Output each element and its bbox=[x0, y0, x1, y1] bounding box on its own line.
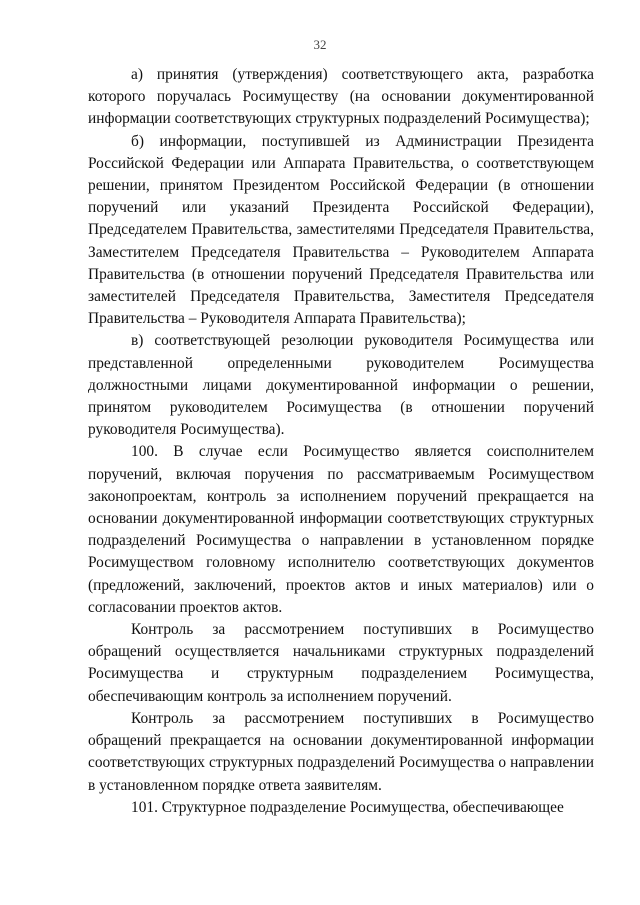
page-number: 32 bbox=[313, 37, 327, 52]
paragraph-101: 101. Структурное подразделение Росимущества, обеспечивающее bbox=[131, 798, 564, 816]
document-body bbox=[88, 64, 594, 819]
paragraph-a: а) принятия (утверждения) соответствующего акта, разработка которого поручалась Росимуществу (на основании документированной информации соответствующих структурных подразделений Росимущества); bbox=[88, 66, 594, 128]
paragraph-b: б) информации, поступившей из Администрации Президента Российской Федерации или Аппарата Правительства, о соответствующем решении, принятом Президентом Российской Федерации (в отношении поручений или указаний Президента Российской Федерации), Председателем Правительства, заместителями Председателя Правительства, Заместителем Председателя Правительства – Руководителем Аппарата Правительства (в отношении поручений Председателя Правительства или заместителей Председателя Правительства, Заместителя Председателя Правительства – Руководителя Аппарата Правительства); bbox=[88, 132, 594, 328]
paragraph-v: в) соответствующей резолюции руководителя Росимущества или представленной определенными руководителем Росимущества должностными лицами документированной информации о решении, принятом руководителем Росимущества (в отношении поручений руководителя Росимущества). bbox=[88, 332, 594, 439]
paragraph-control-appeals: Контроль за рассмотрением поступивших в Росимущество обращений осуществляется начальниками структурных подразделений Росимущества и структурным подразделением Росимущества, обеспечивающим контроль за исполнением поручений. bbox=[88, 621, 594, 705]
paragraph-control-termination: Контроль за рассмотрением поступивших в Росимущество обращений прекращается на основании документированной информации соответствующих структурных подразделений Росимущества о направлении в установленном порядке ответа заявителям. bbox=[88, 709, 594, 794]
paragraph-100: 100. В случае если Росимущество является соисполнителем поручений, включая поручения по рассматриваемым Росимуществом законопроектам, контроль за исполнением поручений прекращается на основании документированной информации соответствующих структурных подразделений Росимущества о направлении в установленном порядке Росимуществом головному исполнителю соответствующих документов (предложений, заключений, проектов актов и иных материалов) или о согласовании проектов актов. bbox=[88, 443, 594, 616]
